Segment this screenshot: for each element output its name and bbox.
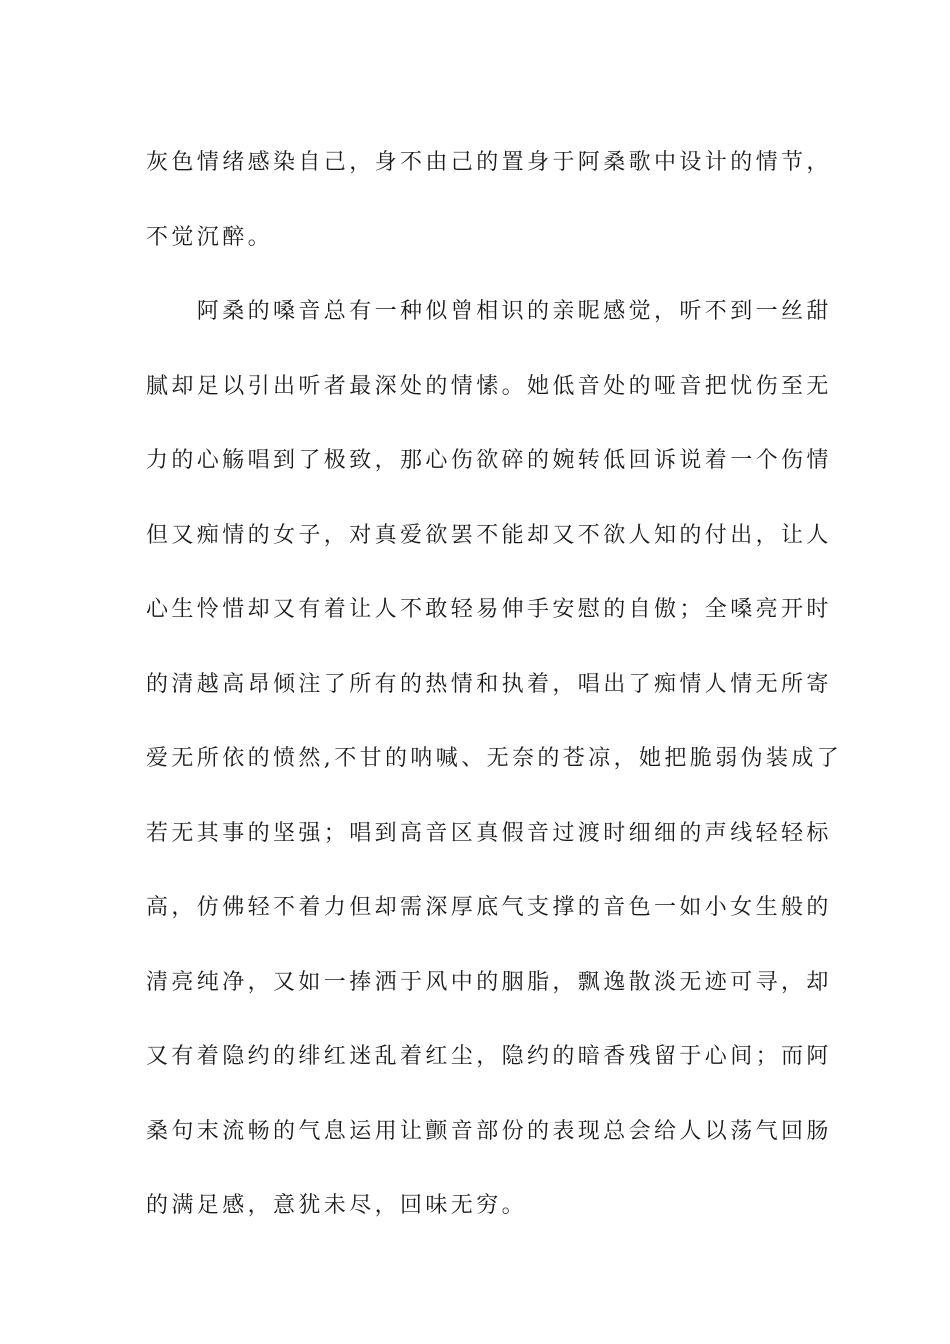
text-line-15: 的满足感，意犹未尽，回味无穷。 bbox=[146, 1193, 528, 1218]
text-line-3: 阿桑的嗓音总有一种似曾相识的亲昵感觉，听不到一丝甜 bbox=[146, 299, 832, 324]
text-line-6: 但又痴情的女子，对真爱欲罢不能却又不欲人知的付出，让人 bbox=[146, 522, 832, 548]
body-text bbox=[146, 126, 843, 1244]
text-line-14: 桑句末流畅的气息运用让颤音部份的表现总会给人以荡气回肠 bbox=[146, 1118, 832, 1144]
text-line-11: 高，仿佛轻不着力但却需深厚底气支撑的音色一如小女生般的 bbox=[146, 895, 832, 920]
text-line-13: 又有着隐约的绯红迷乱着红尘，隐约的暗香残留于心间；而阿 bbox=[146, 1044, 832, 1069]
text-line-10: 若无其事的坚强；唱到高音区真假音过渡时细细的声线轻轻标 bbox=[146, 820, 832, 846]
text-line-1: 灰色情绪感染自己，身不由己的置身于阿桑歌中设计的情节， bbox=[146, 150, 832, 175]
text-line-2: 不觉沉醉。 bbox=[146, 224, 274, 250]
text-line-8: 的清越高昂倾注了所有的热情和执着，唱出了痴情人情无所寄 bbox=[146, 671, 832, 697]
text-line-5: 力的心觞唱到了极致，那心伤欲碎的婉转低回诉说着一个伤情 bbox=[146, 448, 832, 473]
text-line-7: 心生怜惜却又有着让人不敢轻易伸手安慰的自傲；全嗓亮开时 bbox=[146, 597, 832, 622]
text-line-12: 清亮纯净，又如一捧洒于风中的胭脂，飘逸散淡无迹可寻，却 bbox=[146, 969, 832, 995]
text-line-9: 爱无所依的愤然,不甘的呐喊、无奈的苍凉，她把脆弱伪装成了 bbox=[146, 746, 843, 771]
text-line-4: 腻却足以引出听者最深处的情愫。她低音处的哑音把忧伤至无 bbox=[146, 373, 832, 399]
